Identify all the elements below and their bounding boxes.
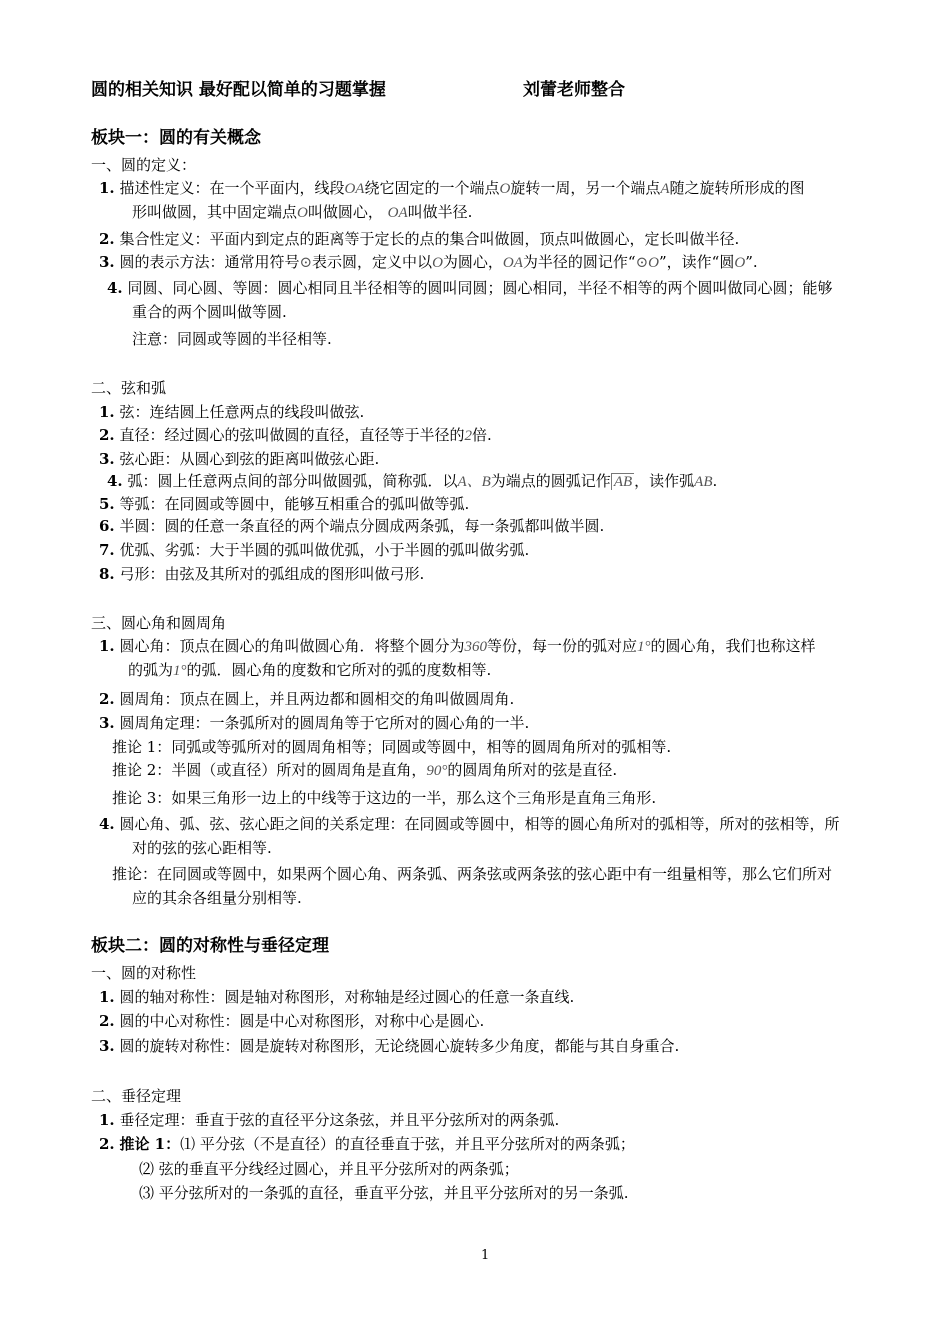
- doc-title: 圆的相关知识 最好配以简单的习题掌握: [91, 80, 386, 100]
- corollary-label: 推论：: [112, 865, 158, 883]
- text: 直径：经过圆心的弦叫做圆的直径，直径等于半径的: [119, 426, 465, 444]
- text: 旋转一周，另一个端点: [510, 179, 661, 197]
- text: ，读作弧: [634, 472, 695, 490]
- text: 弦：连结圆上任意两点的线段叫做弦.: [119, 403, 365, 421]
- s2p2-item2-sub2: ⑵ 弦的垂直平分线经过圆心，并且平分弦所对的两条弧；: [139, 1160, 519, 1178]
- s1p3-corollary3: [112, 788, 656, 808]
- text: 垂径定理：垂直于弦的直径平分这条弦，并且平分弦所对的两条弧.: [119, 1111, 560, 1129]
- corollary-label: 推论 1：: [112, 738, 172, 756]
- text: 等弧：在同圆或等圆中，能够互相重合的弧叫做等弧.: [119, 495, 470, 513]
- item-number: 4.: [99, 815, 115, 833]
- item-number: 3.: [99, 1037, 115, 1055]
- text: 的弧．圆心角的度数和它所对的弧的度数相等.: [186, 661, 492, 679]
- math-O: O: [297, 205, 308, 221]
- text: 圆的表示方法：通常用符号: [119, 253, 300, 271]
- s1p2-item4: [107, 471, 717, 492]
- circle-O-symbol: ⊙O: [635, 255, 659, 271]
- s1p2-item1: [99, 402, 364, 422]
- item-number: 2.: [99, 426, 115, 444]
- item-number: 2.: [99, 1012, 115, 1030]
- text: 弧：圆上任意两点间的部分叫做圆弧，简称弧．以: [127, 472, 458, 490]
- text: 在同圆或等圆中，如果两个圆心角、两条弧、两条弦或两条弦的弦心距中有一组量相等，那么它们所对: [157, 865, 833, 883]
- s2p2-item2: [99, 1134, 635, 1154]
- text: 叫做半径.: [407, 203, 473, 221]
- s1p1-item2: [99, 229, 739, 249]
- math-AB: AB: [694, 474, 713, 490]
- text: 的圆心角，我们也称这样: [650, 637, 816, 655]
- s1p3-corollary4: [112, 864, 832, 884]
- s1-part1-heading: 一、圆的定义：: [91, 156, 197, 174]
- text: ”.: [745, 253, 758, 271]
- math-90deg: 90°: [426, 763, 448, 779]
- item-number: 2.: [99, 230, 115, 248]
- text: 优弧、劣弧：大于半圆的弧叫做优弧，小于半圆的弧叫做劣弧.: [119, 541, 530, 559]
- s1p3-corollary2: [112, 760, 617, 781]
- s1-part2-heading: 二、弦和弧: [91, 379, 167, 397]
- corollary-label: 推论 1：: [119, 1135, 181, 1153]
- s1p3-item2: [99, 689, 514, 709]
- s2p1-item1: [99, 987, 574, 1007]
- s2-part2-heading: 二、垂径定理: [91, 1087, 182, 1105]
- item-number: 1.: [99, 637, 115, 655]
- corollary-label: 推论 2：: [112, 761, 172, 779]
- math-OA: OA: [344, 181, 365, 197]
- text: 绕它固定的一个端点: [364, 179, 500, 197]
- text: 半圆（或直径）所对的圆周角是直角，: [171, 761, 427, 779]
- text: 圆心角、弧、弦、弦心距之间的关系定理：在同圆或等圆中，相等的圆心角所对的弧相等，所对的弦相等，所: [119, 815, 840, 833]
- s1p1-item4: [107, 278, 832, 298]
- text: 同弧或等弧所对的圆周角相等；同圆或等圆中，相等的圆周角所对的弧相等.: [171, 738, 672, 756]
- text: 表示圆，定义中以: [312, 253, 433, 271]
- s1p2-item6: [99, 516, 604, 536]
- text: 圆周角：顶点在圆上，并且两边都和圆相交的角叫做圆周角.: [119, 690, 515, 708]
- text: 半圆：圆的任意一条直径的两个端点分圆成两条弧，每一条弧都叫做半圆.: [119, 517, 605, 535]
- s1p2-item2: [99, 425, 492, 446]
- text: 圆心角：顶点在圆心的角叫做圆心角．将整个圆分为: [119, 637, 465, 655]
- math-360: 360: [464, 639, 487, 655]
- text: 叫做圆心，: [307, 203, 383, 221]
- s2p2-item1: [99, 1110, 559, 1130]
- s1p3-item3: [99, 713, 529, 733]
- math-A: A: [660, 181, 670, 197]
- s1p3-item1: [99, 636, 816, 657]
- item-number: 4.: [107, 472, 123, 490]
- item-number: 1.: [99, 988, 115, 1006]
- text: 集合性定义：平面内到定点的距离等于定长的点的集合叫做圆，顶点叫做圆心，定长叫做半径.: [119, 230, 740, 248]
- math-two: 2: [464, 428, 472, 444]
- s1p2-item8: [99, 564, 424, 584]
- math-1deg: 1°: [173, 663, 187, 679]
- text: 的圆周角所对的弦是直径.: [447, 761, 618, 779]
- text: 为端点的圆弧记作: [490, 472, 611, 490]
- math-A-B: A、B: [457, 474, 491, 490]
- s1p3-corollary4-line2: 应的其余各组量分别相等.: [132, 889, 302, 907]
- s1p1-item1: [99, 178, 805, 199]
- s2p1-item3: [99, 1036, 679, 1056]
- s1p1-item3: [99, 252, 758, 273]
- text: 如果三角形一边上的中线等于这边的一半，那么这个三角形是直角三角形.: [171, 789, 657, 807]
- section1-heading: 板块一：圆的有关概念: [91, 128, 261, 148]
- s1p2-item5: [99, 494, 469, 514]
- s1-part3-heading: 三、圆心角和圆周角: [91, 614, 227, 632]
- item-number: 1.: [99, 179, 115, 197]
- s1p3-item1-line2: [128, 660, 491, 681]
- page-number: 1: [481, 1248, 490, 1263]
- text: ⑴ 平分弦（不是直径）的直径垂直于弦，并且平分弦所对的两条弧；: [180, 1135, 635, 1153]
- item-number: 7.: [99, 541, 115, 559]
- text: 形叫做圆，其中固定端点: [132, 203, 298, 221]
- math-OA: OA: [502, 255, 523, 271]
- s1p1-item1-line2: [132, 202, 472, 223]
- s1p3-corollary1: [112, 737, 671, 757]
- s1p3-item4-line2: 对的弦的弦心距相等.: [132, 839, 272, 857]
- item-number: 6.: [99, 517, 115, 535]
- math-O: O: [499, 181, 511, 197]
- item-number: 1.: [99, 1111, 115, 1129]
- item-number: 3.: [99, 253, 115, 271]
- s1p1-note: 注意：同圆或等圆的半径相等.: [132, 330, 332, 348]
- s1p2-item7: [99, 540, 529, 560]
- text: .: [712, 472, 718, 490]
- math-O: O: [432, 255, 443, 271]
- doc-author: 刘蕾老师整合: [523, 80, 625, 100]
- section2-heading: 板块二：圆的对称性与垂径定理: [91, 936, 329, 956]
- corollary-label: 推论 3：: [112, 789, 172, 807]
- text: 描述性定义：在一个平面内，线段: [119, 179, 345, 197]
- math-OA: OA: [387, 205, 408, 221]
- text: 同圆、同心圆、等圆：圆心相同且半径相等的圆叫同圆；圆心相同，半径不相等的两个圆叫做同心圆；能够: [127, 279, 833, 297]
- math-O: O: [734, 255, 746, 271]
- text: 弓形：由弦及其所对的弧组成的图形叫做弓形.: [119, 565, 425, 583]
- text: ”，读作“圆: [659, 253, 735, 271]
- s2p1-item2: [99, 1011, 484, 1031]
- item-number: 8.: [99, 565, 115, 583]
- s2-part1-heading: 一、圆的对称性: [91, 964, 197, 982]
- text: 等份，每一份的弧对应: [486, 637, 637, 655]
- item-number: 5.: [99, 495, 115, 513]
- s1p1-item4-line2: 重合的两个圆叫做等圆.: [132, 303, 287, 321]
- arc-AB-symbol: AB: [611, 473, 634, 490]
- item-number: 3.: [99, 450, 115, 468]
- text: 圆的轴对称性：圆是轴对称图形，对称轴是经过圆心的任意一条直线.: [119, 988, 575, 1006]
- math-1deg: 1°: [636, 639, 651, 655]
- text: 弦心距：从圆心到弦的距离叫做弦心距.: [119, 450, 380, 468]
- item-number: 2.: [99, 690, 115, 708]
- item-number: 1.: [99, 403, 115, 421]
- circle-symbol: ⊙: [299, 255, 313, 271]
- text: 圆周角定理：一条弧所对的圆周角等于它所对的圆心角的一半.: [119, 714, 530, 732]
- s2p2-item2-sub3: ⑶ 平分弦所对的一条弧的直径，垂直平分弦，并且平分弦所对的另一条弧.: [139, 1184, 629, 1202]
- item-number: 2.: [99, 1135, 115, 1153]
- text: 为圆心，: [442, 253, 503, 271]
- text: 随之旋转所形成的图: [669, 179, 805, 197]
- text: 倍.: [471, 426, 492, 444]
- text: 圆的旋转对称性：圆是旋转对称图形，无论绕圆心旋转多少角度，都能与其自身重合.: [119, 1037, 680, 1055]
- s1p3-item4: [99, 814, 839, 834]
- s1p2-item3: [99, 449, 379, 469]
- text: 的弧为: [128, 661, 174, 679]
- text: 圆的中心对称性：圆是中心对称图形，对称中心是圆心.: [119, 1012, 485, 1030]
- text: 为半径的圆记作“: [522, 253, 636, 271]
- item-number: 4.: [107, 279, 123, 297]
- item-number: 3.: [99, 714, 115, 732]
